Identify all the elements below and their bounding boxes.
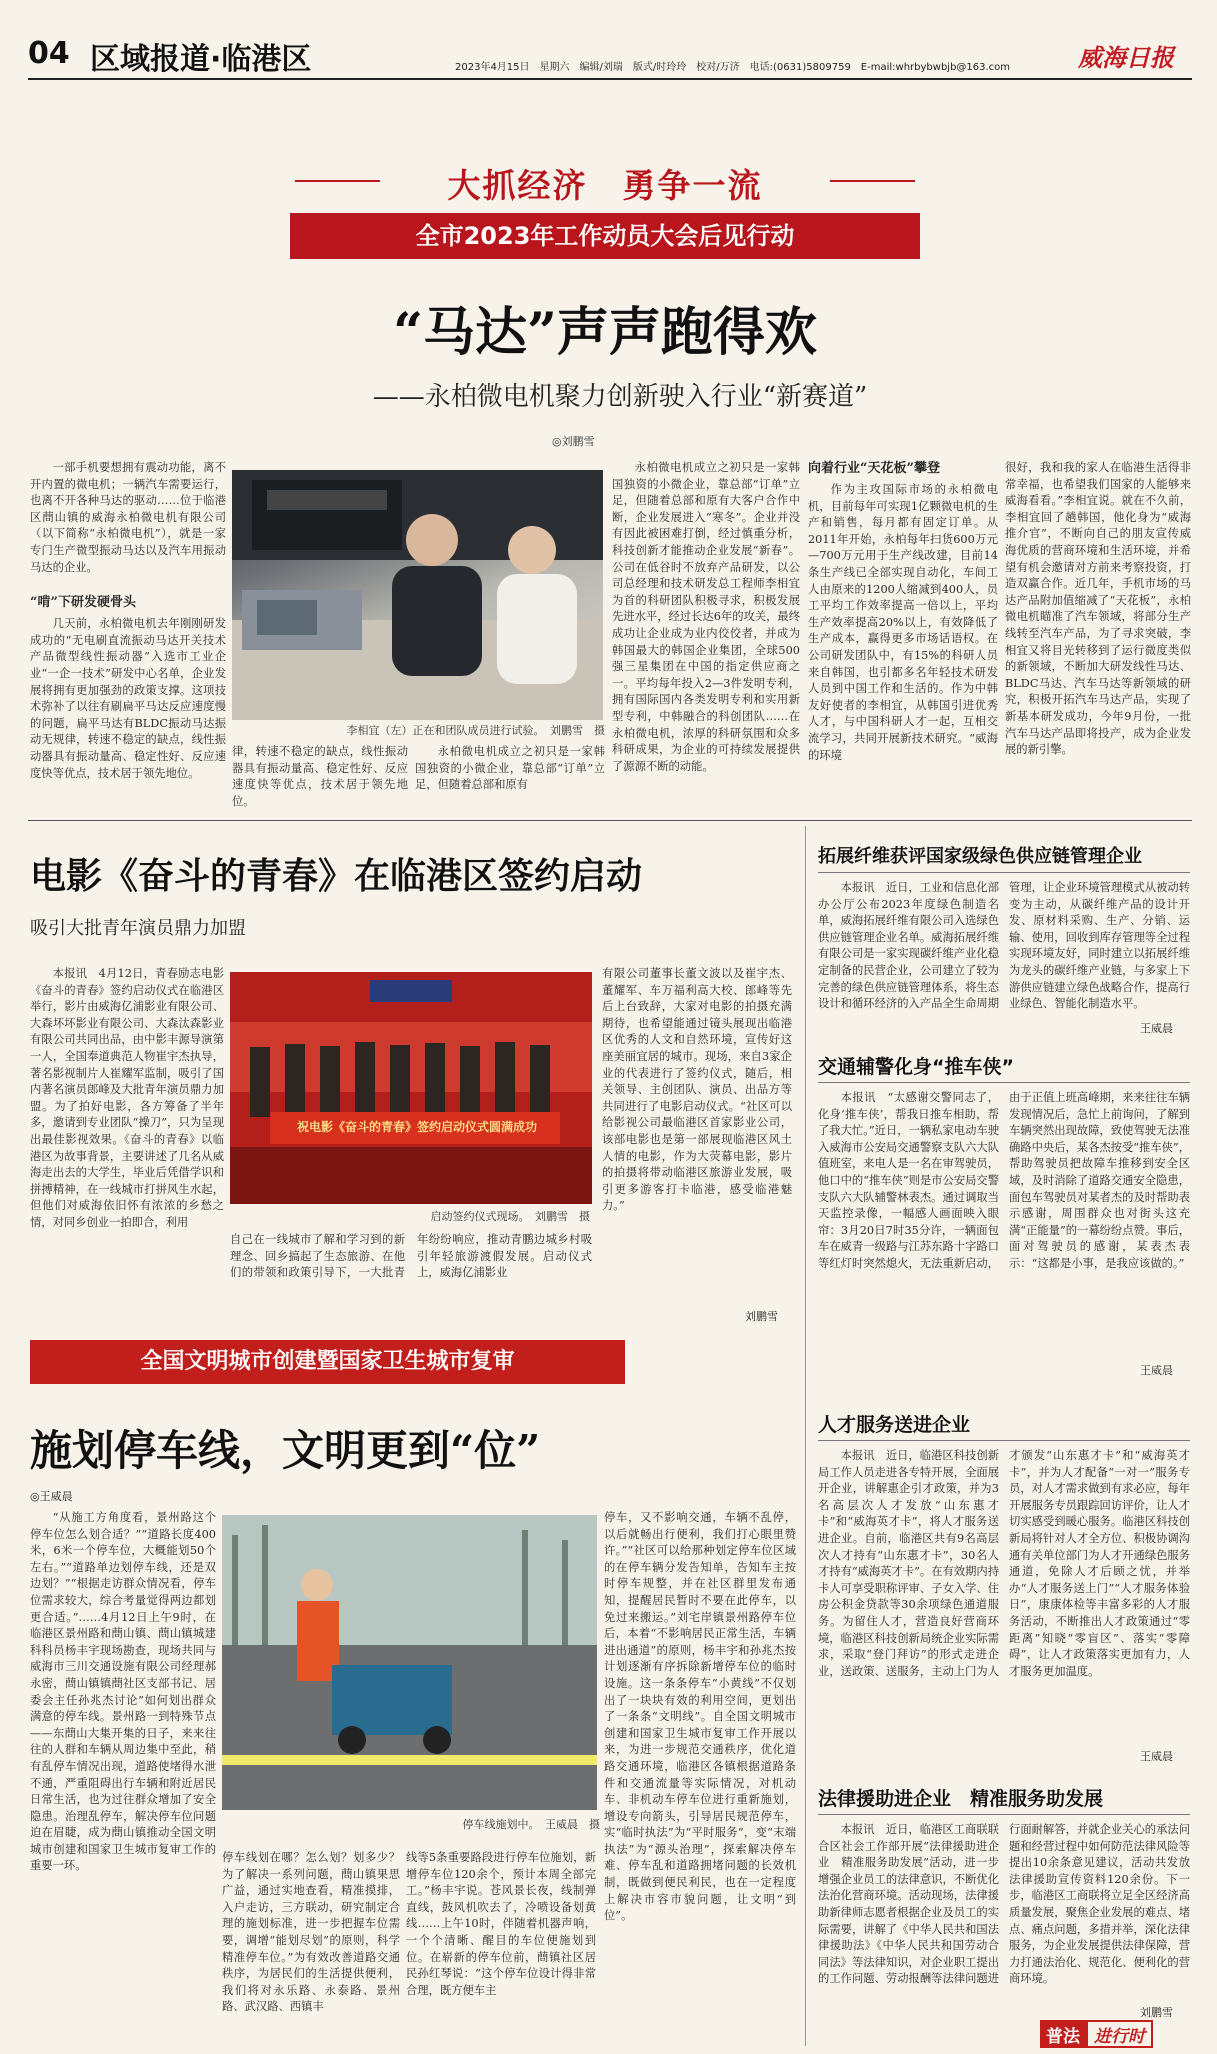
road-marking-illustration bbox=[222, 1515, 597, 1810]
article1-intro: 一部手机要想拥有震动功能，离不开内置的微电机；一辆汽车需要运行，也离不开各种马达的驱动……位于临港区蔄山镇的威海永柏微电机有限公司（以下简称“永柏微电机”），就是一家专门生产微型振动马达以及汽车用振动马达的企业。 bbox=[30, 461, 226, 574]
article1-col5 bbox=[1005, 460, 1191, 800]
article1-photo bbox=[232, 470, 603, 720]
side2-body-text: 本报讯 “太感谢交警同志了，化身‘推车侠’，帮我日推车相助，帮了我大忙。”近日，一辆私家电动车驶入威海市公安局交通警察支队六大队值班室，来电人是一名在审驾驶员，他口中的“推车侠”则是市公安局交警支队六大队辅警林表杰。通过调取当天监控录像，一幅感人画面映入眼帘：3月20日7时35分许，一辆面包车在威青一级路与江苏东路十字路口等红灯时突然熄火，无法重新启动，由于正值上班高峰期，来来往往车辆发现情况后，急忙上前询问，了解到车辆突然出现故障，致使驾驶无法准确路中央后，某各杰按受“推车侠”，帮助驾驶员把故障车推移到安全区域，及时消除了道路交通安全隐患，面包车驾驶员对某者杰的及时帮助表示感谢，周围群众也对街头这充满“正能量”的一幕纷纷点赞。事后，面对驾驶员的感谢，某表杰表示：“这都是小事，是我应该做的。” bbox=[818, 1091, 1191, 1270]
article2-col2-tail-text: 自己在一线城市了解和学习到的新理念、回乡搞起了生态旅游、在他们的带领和政策引导下，一大批青年纷纷响应，推动青鹏边城乡村吸引年轻旅游渡假发展。启动仪式上，威海亿浦影业 bbox=[230, 1233, 592, 1280]
article3-col3-tail-text: 线等5条重要路段进行停车位施划，新增停车位120余个，预计本周全部完工。”杨丰宇说。苍风景长夜，线制弹直线，鼓风机吹去了，冷喷设备划黄线……上午10时，伴随着机器声响，一个个清晰、醒目的车位便施划到位。在崭新的停车位前，蔄镇社区居民孙红琴说：“这个停车位设计得非常合理，既方便车主 bbox=[406, 1851, 596, 1997]
article2-col1-body: 本报讯 4月12日，青春励志电影《奋斗的青春》签约启动仪式在临港区举行，影片由威海亿浦影业有限公司、大森坏坏影业有限公司、大森汰森影业有限公司共同出品，由中影丰源导演第一人，全国奉道典范人物崔宇杰执导，著名影视制片人崔耀军监制，吸引了国内著名演员郎峰及大批青年演员鼎力加盟。为了拍好电影，各方筹备了半年多，邀请到专业团队“操刀”，只为呈现出最佳影视效果。《奋斗的青春》以临港区为故事背景，主要讲述了几名从威海走出去的大学生，毕业后凭借学识和拼搏精神，在一线城市打拼风生水起，但他们对威海依旧怀有浓浓的乡愁之情，对同乡创业一拍即合，利用 bbox=[30, 967, 224, 1229]
article1-photo-caption: 李相宜（左）正在和团队成员进行试验。 刘鹏雪 摄 bbox=[346, 724, 605, 737]
article1-col3-head: 永柏微电机成立之初只是一家韩国独资的小微企业，靠总部“订单”立足，但随着总部和原有 bbox=[415, 745, 605, 792]
article2-photo bbox=[230, 972, 592, 1204]
article2-subtitle: 吸引大批青年演员鼎力加盟 bbox=[30, 918, 246, 939]
article3-col1 bbox=[30, 1510, 216, 2048]
masthead-meta: 2023年4月15日 星期六 编辑/刘瑞 版式/时玲玲 校对/万济 电话:(0631)5809759 E-mail:whrbybwbjb@163.com bbox=[455, 62, 1011, 73]
lab-scene-illustration bbox=[232, 470, 603, 720]
article1-col4-body: 作为主攻国际市场的永柏微电机，目前每年可实现1亿颗微电机的生产和销售，每月都有固定订单。从2011年开始，永柏每年扫货600万元—700万元用于生产线改建，目前14条生产线已全部实现自动化，车间工人由原来的1200人缩减到400人，员工平均工作效率提高一倍以上，平均生产效率提高20%以上，有效降低了生产成本，赢得更多市场话语权。在公司研发团队中，有15%的科研人员来自韩国，也引都多名年轻技术研发人员到中国工作和生活的。作为中韩友好使者的李相宜，从韩国引进优秀人才，与中国科研人才一起，互相交流学习，共同开展新技术研究。“威海的环境 bbox=[808, 483, 998, 762]
column-logo-right: 进行时 bbox=[1086, 2020, 1153, 2048]
article3-col2-tail bbox=[222, 1850, 400, 2048]
article1-col4 bbox=[808, 460, 998, 800]
article2-col3-body: 有限公司董事长董文波以及崔宇杰、董耀军、车万福利高大校、郎峰等先后上台致辞，大家对电影的拍摄充满期待，也希望能通过镜头展现出临港区优秀的人文和自然环境，宣传好这座美丽宜居的城市。现场，来自3家企业的代表进行了签约仪式，随后，相关领导、主创团队、演员、出品方等共同进行了电影启动仪式。“社区可以给影视公司最临港区首家影业公司，该部电影也是第一部展现临港区风土人情的电影，作为大荧幕电影，影片的拍摄将带动临港区旅游业发展，吸引更多游客打卡临港，感受临港魅力。” bbox=[602, 967, 792, 1213]
page-number: 04 bbox=[28, 36, 70, 71]
side2-title: 交通辅警化身“推车侠” bbox=[818, 1056, 1014, 1078]
paper-logo: 威海日报 bbox=[1078, 43, 1174, 72]
side3-rule bbox=[818, 1440, 1190, 1441]
article1-col2-tail bbox=[232, 744, 408, 808]
side4-byline: 刘鹏雪 bbox=[1140, 2006, 1173, 2019]
ceremony-banner-text: 祝电影《奋斗的青春》签约启动仪式圆满成功 bbox=[296, 1120, 537, 1134]
article3-photo bbox=[222, 1515, 597, 1810]
article2-col3 bbox=[602, 966, 792, 1318]
signing-ceremony-illustration bbox=[230, 972, 592, 1204]
side3-title: 人才服务送进企业 bbox=[818, 1414, 971, 1436]
side3-body-text: 本报讯 近日，临港区科技创新局工作人员走进各专特开展，全面展开企业，讲解惠企引才政策，并为3名高层次人才发放“山东惠才卡”和“威海英才卡”，将人才服务送进企业。自前，临港区共有9名高层次人才持有“山东惠才卡”，30名人才持有“威海英才卡”。在有效期内持卡人可享受职称评审、子女入学、住房公积金贷款等30余项绿色通道服务。为留住人才，营造良好营商环境，临港区科技创新局统企业实际需求，采取“登门拜访”的形式走进企业，送政策、送服务，主动上门为人才颁发“山东惠才卡”和“威海英才卡”，并为人才配备“一对一”服务专员，对人才需求做到有求必应，每年开展服务专员跟踪回访评价，让人才切实感受到暖心服务。临港区科技创新局将针对人才全方位、积极协调沟通有关单位部门为人才开通绿色服务通道，免除人才后顾之忧，并举办“人才服务送上门”“人才服务体验日”，康康体检等丰富多彩的人才服务活动，不断推出人才政策通过“零距离”知晓“零盲区”、落实“零障碍”，让人才政策落实更加有力，人才服务更加温度。 bbox=[818, 1449, 1190, 1678]
article3-photo-caption: 停车线施划中。 王威晨 摄 bbox=[462, 1818, 600, 1831]
article1-col1 bbox=[30, 460, 226, 795]
article2-title: 电影《奋斗的青春》在临港区签约启动 bbox=[30, 855, 643, 897]
article2-col2-tail bbox=[230, 1232, 592, 1318]
side1-byline: 王威晨 bbox=[1140, 1022, 1173, 1035]
campaign-banner: 全国文明城市创建暨国家卫生城市复审 bbox=[30, 1340, 625, 1384]
side4-rule bbox=[818, 1814, 1190, 1815]
article2-col1 bbox=[30, 966, 224, 1318]
article2-byline: 刘鹏雪 bbox=[745, 1310, 778, 1323]
article3-col2-tail-text: 停车线划在哪？怎么划？划多少？为了解决一系列问题，蔄山镇果思广益，通过实地查看，精准摸排，入户走访，三方联动，研究制定合理的施划标准，进一步把握车位需要，调增“能划尽划”的原则，科学精准停车位。”为有效改善道路交通秩序，为居民们的生活提供便利，我们将对永乐路、永泰路、景州路、武汉路、西镇丰 bbox=[222, 1851, 400, 2014]
article1-subhead2: 向着行业“天花板”攀登 bbox=[808, 461, 940, 476]
divider-1 bbox=[28, 820, 1192, 821]
side1-rule bbox=[818, 872, 1190, 873]
article1-byline: ◎刘鹏雪 bbox=[552, 435, 595, 448]
side3-byline: 王威晨 bbox=[1140, 1750, 1173, 1763]
article3-col3-tail bbox=[406, 1850, 596, 2048]
masthead-rule bbox=[28, 78, 1192, 80]
article3-byline: ◎王威晨 bbox=[30, 1490, 73, 1503]
article1-col5-body: 很好，我和我的家人在临港生活得非常幸福，也希望我们国家的人能够来威海看看。”李相宜说。就在不久前，李相宜回了趟韩国，他化身为“威海推介官”，不断向自己的朋友宣传威海优质的营商环境和生活环境，并希望有机会邀请对方前来考察投资，打造双赢合作。近几年，手机市场的马达产品附加值缩减了“天花板”，永柏微电机瞄准了汽车领域，将部分生产线转至汽车产品，为了寻求突破，李相宜又将目光转移到了运行微度类似的新领域，不断加大研发线性马达、BLDC马达、汽车马达等新领域的研究，积极开拓汽车马达产品，实现了新基本研发成功，今年9月份，一批汽车马达产品即将投产，成为企业发展的新引擎。 bbox=[1005, 461, 1191, 757]
banner-subtitle: 全市2023年工作动员大会后见行动 bbox=[290, 213, 920, 259]
article1-subhead1: “啃”下研发硬骨头 bbox=[30, 595, 136, 611]
article1-title: “马达”声声跑得欢 bbox=[393, 302, 817, 363]
banner-slogan: 大抓经济 勇争一流 bbox=[447, 166, 763, 205]
column-divider-right bbox=[805, 826, 806, 2046]
article1-col2-tail-text: 律，转速不稳定的缺点，线性振动器具有振动量高、稳定性好、反应速度快等优点，技术居于领先地位。 bbox=[232, 745, 408, 808]
column-logo bbox=[1040, 2020, 1153, 2048]
article3-col1-body: “从施工方角度看，景州路这个停车位怎么划合适？”“道路长度400米，6米一个停车位，大概能划50个左右。”“道路单边划停车线，还是双边划？”“根据走访群众情况看，停车位需求较大，综合考量觉得两边都划更合适。”……4月12日上午9时，在临港区景州路和蔄山镇、蔄山镇城建科科员杨丰宇现场勘查，现场共同与威海市三川交通设施有限公司经理郝永密，蔄山镇镇蔄社区支部书记、居委会主任孙兆杰讨论”如何划出群众满意的停车线。景州路一到特殊节点——东蔄山大集开集的日子，来来往往的人群和车辆从周边集中至此，稍有乱停车情况出现，道路使堵得水泄不通，严重阻碍出行车辆和附近居民日常生活，也为过往群众增加了安全隐患。治理乱停车，解决停车位问题迫在眉睫，成为蔄山镇推动全国文明城市创建和国家卫生城市复审工作的重要一环。 bbox=[30, 1511, 216, 1873]
side3-body bbox=[818, 1448, 1190, 1760]
article2-photo-caption: 启动签约仪式现场。 刘鹏雪 摄 bbox=[430, 1210, 590, 1223]
side4-title: 法律援助进企业 精准服务助发展 bbox=[818, 1788, 1104, 1810]
article1-subtitle: ——永柏微电机聚力创新驶入行业“新赛道” bbox=[372, 382, 868, 412]
section-title: 区域报道·临港区 bbox=[90, 42, 312, 77]
side2-byline: 王威晨 bbox=[1140, 1364, 1173, 1377]
side1-body-text: 本报讯 近日，工业和信息化部办公厅公布2023年度绿色制造名单，威海拓展纤维有限公司入选绿色供应链管理企业名单。威海拓展纤维有限公司是一家实现碳纤维产业化稳定制备的民营企业，公司建立了较为完善的绿色供应链管理体系，将生态设计和循环经济的入产品全生命周期管理，让企业环境管理模式从被动转变为主动，从碳纤维产品的设计开发、原材料采购、生产、分销、运输、使用，回收到库存管理等全过程实现环境友好，同时建立以拓展纤维为龙头的碳纤维产业链，与多家上下游供应链建立绿色战略合作，提高行业绿色、智能化制造水平。 bbox=[818, 881, 1190, 1011]
slogan-right-rule bbox=[830, 180, 915, 182]
side4-body bbox=[818, 1822, 1190, 2018]
side1-body bbox=[818, 880, 1190, 1032]
article1-col3 bbox=[415, 744, 605, 800]
column-logo-left: 普法 bbox=[1040, 2020, 1086, 2048]
side2-rule bbox=[818, 1082, 1190, 1083]
article3-col4-body: 停车，又不影响交通，车辆不乱停，以后就畅出行便利，我们打心眼里赞许。”“社区可以给那种划定停车位区域的在停车辆分发告知单，告知车主按时停车规整，并在社区群里发布通知，提醒居民暂时不要在此停车，以免过来搬运。”刘宅岸镇景州路停车位后，本着“不影响居民正常生活，车辆进出通道”的原则，杨丰宇和孙兆杰按计划逐渐有序拆除新增停车位的临时设施。这一条条停车“小黄线”不仅划出了一块块有效的利用空间，更划出了一条条“文明线”。自全国文明城市创建和国家卫生城市复审工作开展以来，为进一步规范交通秩序，优化道路交通环境，临港区各镇根据道路条件和交通流量等实际情况，对机动车、非机动车停车位进行重新施划，增设专向箭头，引导居民规范停车，实“临时执法”为“平时服务”，变“末端执法”为“源头治理”，探索解决停车难、停车乱和道路拥堵问题的长效机制，既做到便民利民，也在一定程度上解决市容市貌问题，让文明“到位”。 bbox=[604, 1511, 796, 1923]
article3-title: 施划停车线，文明更到“位” bbox=[30, 1426, 541, 1475]
article3-col4 bbox=[604, 1510, 796, 2048]
slogan-left-rule bbox=[295, 180, 380, 182]
banner-slogan-wrap bbox=[295, 160, 915, 205]
side4-body-text: 本报讯 近日，临港区工商联联合区社会工作部开展“法律援助进企业 精准服务助发展”活动，进一步增强企业员工的法律意识，不断优化法治化营商环境。活动现场，法律援助新律师志愿者根据企业及员工的实际需要，讲解了《中华人民共和国法律援助法》《中华人民共和国劳动合同法》等法律知识，对企业职工提出的工作问题、劳动报酬等法律问题进行面耐解答，并就企业关心的承法问题和经营过程中如何防范法律风险等提出10余条意见建议，活动共发放法律援助宣传资料120余份。下一步，临港区工商联将立足全区经济高质量发展，聚焦企业发展的难点、堵点、痛点问题，多措并举，深化法律服务，为企业发展提供法律保障，营力打通法治化、规范化、便利化的营商环境。 bbox=[818, 1823, 1190, 1986]
side2-body bbox=[818, 1090, 1190, 1374]
side1-title: 拓展纤维获评国家级绿色供应链管理企业 bbox=[818, 846, 1142, 867]
article1-col1-body: 几天前，永柏微电机去年刚刚研发成功的“无电刷直流振动马达开关技术产品微型线性振动器”入选市工业企业“一企一技术”研发中心名单，企业发展将拥有更加强劲的政策支撑。这项技术弥补了以往有刷扁平马达反应速度慢的问题，扁平马达有BLDC振动马达振动无规律，转速不稳定的缺点，线性振动器具有振动量高、稳定性好、反应速度快等优点，技术居于领先地位。 bbox=[30, 617, 226, 780]
article1-col3b bbox=[612, 460, 800, 800]
article1-col3-body: 永柏微电机成立之初只是一家韩国独资的小微企业，靠总部“订单”立足，但随着总部和原有大客户合作中断，企业发展进入“寒冬”。企业并没有因此被困难打倒，经过慎重分析，科技创新才能推动企业发展“新春”。公司在低谷时不放弃产品研发，以公司总经理和技术研发总工程师李相宜为首的科研团队积极寻求，积极发展先进水平，经过长达6年的攻关，最终成功让企业成为业内佼佼者，并成为韩国最大的韩国企业集团，全球500强三星集团在中国的指定供应商之一。平均每年投入2—3件发明专利，拥有国际国内各类发明专利和实用新型专利，中韩融合的科创团队……在永柏微电机，浓厚的科研氛围和众多科研成果，为企业的可持续发展提供了源源不断的动能。 bbox=[612, 461, 800, 773]
